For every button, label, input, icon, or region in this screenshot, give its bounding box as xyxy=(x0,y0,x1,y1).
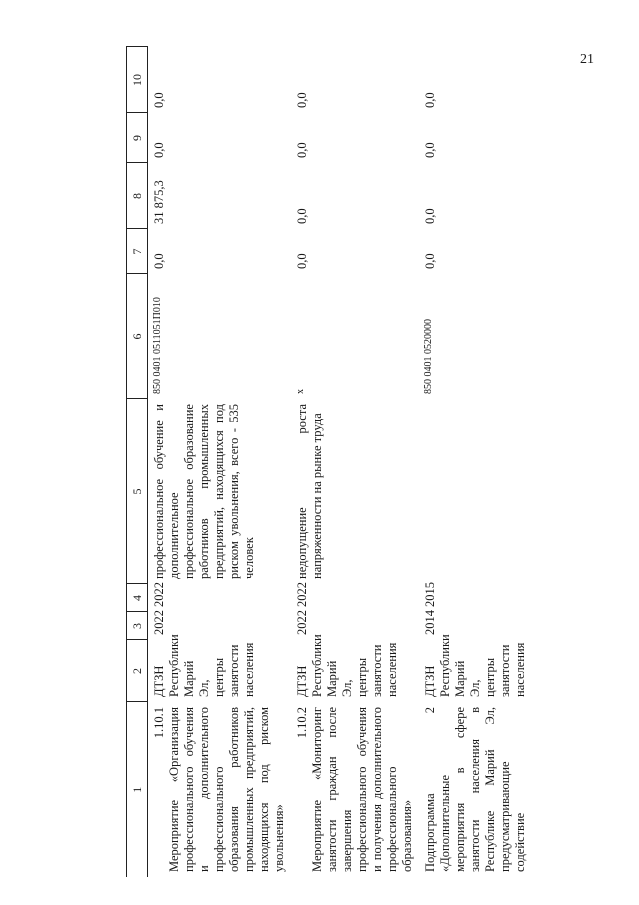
start-year-cell: 2022 xyxy=(295,610,310,635)
activity-cell xyxy=(291,702,419,877)
column-number: 9 xyxy=(127,113,148,163)
table-row xyxy=(419,47,532,877)
program-table xyxy=(126,47,532,878)
value-cell-col8: 31 875,3 xyxy=(152,180,167,224)
activity-code: 1.10.1 xyxy=(152,707,167,739)
end-year-cell: 2022 xyxy=(152,582,167,607)
column-number: 4 xyxy=(127,584,148,612)
activity-name: Мероприятие «Организация профессионального обучения и дополнительного профессионального образования работников промышленных предприятий, находящихся под риском увольнения» xyxy=(167,707,287,872)
start-year-cell: 2014 xyxy=(423,610,438,635)
column-number: 7 xyxy=(127,229,148,274)
page-number: 21 xyxy=(580,52,594,67)
value-cell-col10: 0,0 xyxy=(423,92,438,108)
value-cell-col10: 0,0 xyxy=(295,92,310,108)
column-number: 6 xyxy=(127,274,148,399)
expected-result-cell: профессиональное обучение и дополнительное профессиональное образование работников промышленных предприятий, находящихся под риском увольнения, всего - 535 человек xyxy=(152,404,257,579)
expected-result-cell xyxy=(419,399,532,584)
value-cell-col8: 0,0 xyxy=(295,208,310,224)
rotated-table-container xyxy=(126,47,626,877)
end-year-cell: 2022 xyxy=(295,582,310,607)
value-cell-col9: 0,0 xyxy=(152,142,167,158)
column-number-row xyxy=(127,47,148,877)
activity-cell xyxy=(148,702,292,877)
expected-result-cell: недопущение роста напряженности на рынке труда xyxy=(295,404,325,579)
budget-code-cell: 850 0401 0520000 xyxy=(423,319,435,394)
table-row xyxy=(291,47,419,877)
activity-name: Мероприятие «Мониторинг занятости граждан после завершения профессионального обучения и получения дополнительного профессионального образования» xyxy=(310,707,415,872)
column-number: 1 xyxy=(127,702,148,877)
column-number: 3 xyxy=(127,612,148,640)
budget-code-cell: 850 0401 0511051Π010 xyxy=(152,297,164,394)
value-cell-col9: 0,0 xyxy=(423,142,438,158)
column-number: 5 xyxy=(127,399,148,584)
executor-cell: ДТЗН Республики Марий Эл, центры занятости населения xyxy=(423,634,528,697)
value-cell-col8: 0,0 xyxy=(423,208,438,224)
column-number: 8 xyxy=(127,163,148,229)
column-number: 2 xyxy=(127,640,148,702)
executor-cell: ДТЗН Республики Марий Эл, центры занятости населения xyxy=(295,634,400,697)
start-year-cell: 2022 xyxy=(152,610,167,635)
value-cell-col7: 0,0 xyxy=(423,253,438,269)
budget-code-cell: x xyxy=(295,389,307,394)
value-cell-col7: 0,0 xyxy=(152,253,167,269)
value-cell-col9: 0,0 xyxy=(295,142,310,158)
value-cell-col10: 0,0 xyxy=(152,92,167,108)
activity-cell xyxy=(419,702,532,877)
activity-code: 1.10.2 xyxy=(295,707,310,739)
executor-cell: ДТЗН Республики Марий Эл, центры занятости населения xyxy=(152,634,257,697)
column-number: 10 xyxy=(127,47,148,113)
value-cell-col7: 0,0 xyxy=(295,253,310,269)
end-year-cell: 2015 xyxy=(423,582,438,607)
table-row xyxy=(148,47,292,877)
activity-name: Подпрограмма 2 «Дополнительные мероприятия в сфере занятости населения в Республике Марий Эл, предусматривающие содействие xyxy=(423,707,528,872)
